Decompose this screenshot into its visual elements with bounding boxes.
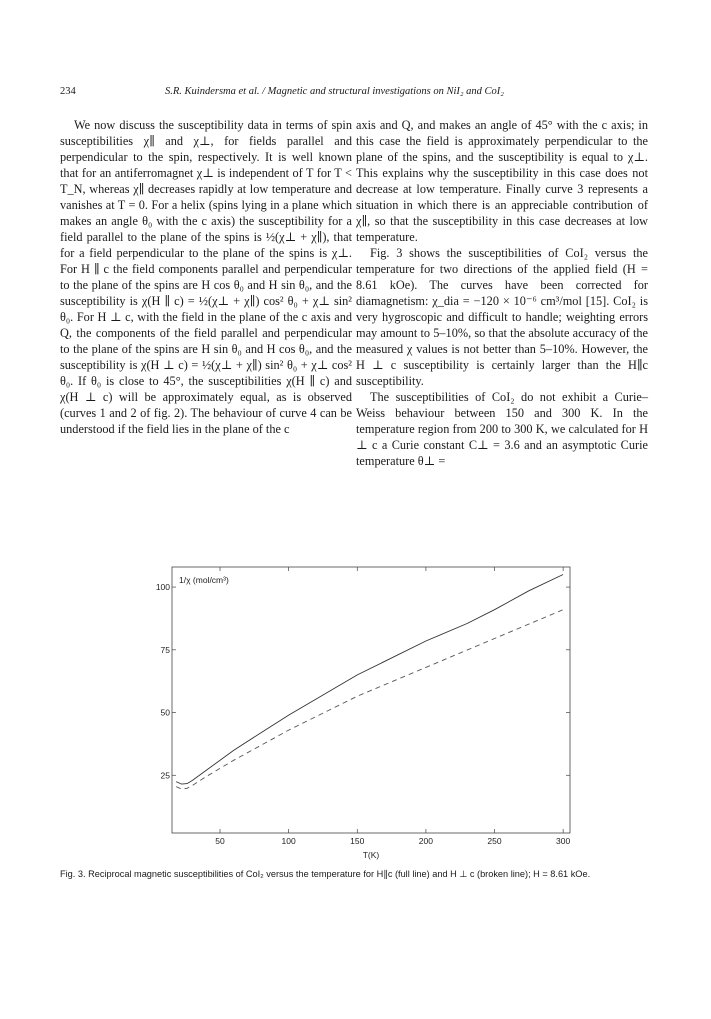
y-tick-label: 50 xyxy=(160,707,170,718)
right-column xyxy=(356,117,648,469)
paragraph: Fig. 3 shows the susceptibilities of CoI₂ versus the temperature for two directions of the applied field (H = 8.61 kOe). The curves have been corrected for diamagnetism: χ_dia = −120 × 10⁻⁶ cm³/mol [15]. CoI₂ is very hygroscopic and difficult to handle; weighting errors may amount to 5–10%, so that the absolute accuracy of the measured χ values is not better than 5–10%. However, the H ⊥ c susceptibility is certainly larger than the H∥c susceptibility. xyxy=(356,246,648,388)
x-tick-label: 50 xyxy=(215,836,225,846)
left-column xyxy=(60,117,352,437)
y-axis-label: 1/χ (mol/cm³) xyxy=(179,575,229,585)
x-tick-label: 150 xyxy=(350,836,365,846)
series-line-solid xyxy=(176,575,563,785)
x-tick-label: 200 xyxy=(418,836,433,846)
series-line-dashed xyxy=(176,610,563,789)
y-tick-label: 75 xyxy=(160,644,170,655)
x-axis-label: T(K) xyxy=(362,850,380,860)
x-tick-label: 100 xyxy=(281,836,296,846)
susceptibility-chart xyxy=(130,555,580,865)
paragraph: axis and Q, and makes an angle of 45° with the c axis; in this case the field is approximately perpendicular to the plane of the spins, and the susceptibility is equal to χ⊥. This explains why the susceptibility in this case does not decrease at low temperature. Finally curve 3 represents a situation in which there is an appreciable contribution of χ∥, so that the susceptibility in this case decreases at low temperature. xyxy=(356,118,648,244)
y-tick-label: 100 xyxy=(155,582,170,593)
figure-caption: Fig. 3. Reciprocal magnetic susceptibilities of CoI₂ versus the temperature for H∥c (full line) and H ⊥ c (broken line); H = 8.61 kOe. xyxy=(60,869,591,879)
figure-3 xyxy=(130,555,580,865)
x-tick-label: 300 xyxy=(556,836,571,846)
y-tick-label: 25 xyxy=(160,770,170,781)
running-title: S.R. Kuindersma et al. / Magnetic and structural investigations on NiI₂ and CoI₂ xyxy=(165,86,504,97)
x-tick-label: 250 xyxy=(487,836,502,846)
paragraph: The susceptibilities of CoI₂ do not exhibit a Curie–Weiss behaviour between 150 and 300 K. In the temperature region from 200 to 300 K, we calculated for H ⊥ c a Curie constant C⊥ = 3.6 and an asymptotic Curie temperature θ⊥ = xyxy=(356,390,648,468)
page-number: 234 xyxy=(60,86,76,97)
paragraph: We now discuss the susceptibility data in terms of spin susceptibilities χ∥ and χ⊥, for fields parallel and perpendicular to the spin, respectively. It is well known that for an antiferromagnet χ⊥ is independent of T for T < T_N, whereas χ∥ decreases rapidly at low temperature and vanishes at T = 0. For a helix (spins lying in a plane which makes an angle θ₀ with the c axis) the susceptibility for a field parallel to the plane of the spins is ½(χ⊥ + χ∥), that for a field perpendicular to the plane of the spins is χ⊥. For H ∥ c the field components parallel and perpendicular to the plane of the spins are H cos θ₀ and H sin θ₀, and the susceptibility is χ(H ∥ c) = ½(χ⊥ + χ∥) cos² θ₀ + χ⊥ sin² θ₀. For H ⊥ c, with the field in the plane of the c axis and Q, the components of the field parallel and perpendicular to the plane of the spins are H sin θ₀ and H cos θ₀, and the susceptibility is χ(H ⊥ c) = ½(χ⊥ + χ∥) sin² θ₀ + χ⊥ cos² θ₀. If θ₀ is close to 45°, the susceptibilities χ(H ∥ c) and χ(H ⊥ c) will be approximately equal, as is observed (curves 1 and 2 of fig. 2). The behaviour of curve 4 can be understood if the field lies in the plane of the c xyxy=(60,118,352,436)
plot-frame xyxy=(172,567,570,833)
